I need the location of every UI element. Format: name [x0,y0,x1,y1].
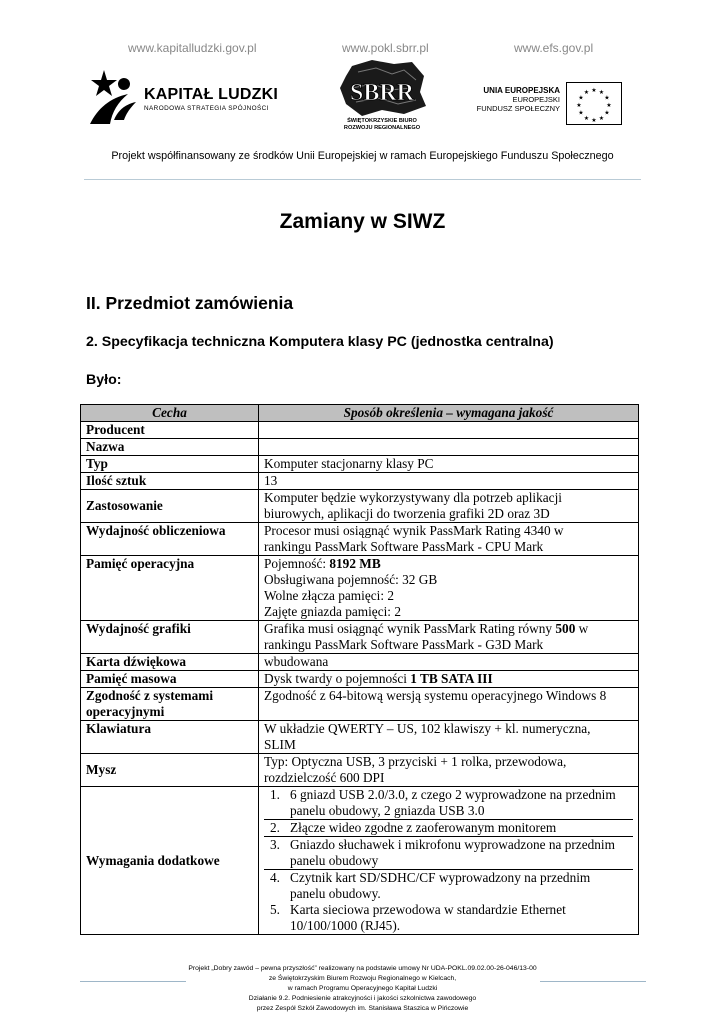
feature-cell: Zastosowanie [81,490,259,523]
footer-line: w ramach Programu Operacyjnego Kapitał Ludzki [287,985,438,992]
svg-text:★: ★ [591,117,597,124]
kapital-ludzki-title: KAPITAŁ LUDZKI [144,86,279,103]
list-item [264,820,633,837]
list-line: Złącze wideo zgodne z zaoferowanym monitorem [290,820,557,835]
value-line: Obsługiwana pojemność: 32 GB [264,572,438,587]
value-cell [259,422,639,439]
value-cell [259,754,639,787]
svg-text:★: ★ [583,115,590,122]
sbrr-caption-line2: ROZWOJU REGIONALNEGO [343,125,421,131]
table-row [81,523,639,556]
table-row [81,671,639,688]
page-title: Zamiany w SIWZ [279,210,446,233]
svg-text:★: ★ [576,102,582,109]
url-pokl-sbrr[interactable]: www.pokl.sbrr.pl [342,41,429,55]
value-line: Typ: Optyczna USB, 3 przyciski + 1 rolka, przewodowa, [264,754,567,769]
swietokrzyskie-map-icon [332,58,432,118]
table-row [81,787,639,935]
value-cell [259,621,639,654]
feature-cell: Mysz [81,754,259,787]
feature-cell: Typ [81,456,259,473]
feature-cell: Wydajność obliczeniowa [81,523,259,556]
eu-flag-icon [566,82,622,125]
value-line: rankingu PassMark Software PassMark - G3D Mark [264,637,544,652]
list-item [264,870,633,902]
value-line: Komputer będzie wykorzystywany dla potrzeb aplikacji [264,490,562,505]
eu-line3: FUNDUSZ SPOŁECZNY [476,104,560,113]
value-text: Dysk twardy o pojemności [264,671,411,686]
sbrr-caption-line1: ŚWIĘTOKRZYSKIE BIURO [347,118,417,124]
feature-cell: Producent [81,422,259,439]
value-cell: wbudowana [259,654,639,671]
svg-text:★: ★ [598,89,605,96]
svg-text:★: ★ [591,87,597,94]
value-cell [259,556,639,621]
table-row [81,621,639,654]
value-line [264,621,633,637]
list-item [264,902,633,934]
list-number: 4. [270,870,280,885]
value-emphasis: 1 TB SATA III [410,671,493,686]
value-line: biurowych, aplikacji do tworzenia grafiki 2D oraz 3D [264,506,550,521]
sbrr-mark: SBRR [349,80,415,106]
before-label: Było: [86,372,122,388]
table-row [81,490,639,523]
svg-text:★: ★ [578,94,584,102]
column-header: Cecha [81,405,259,422]
footer-line: przez Zespół Szkół Zawodowych im. Stanisława Staszica w Pińczowie [256,1005,469,1012]
svg-text:★: ★ [604,109,610,117]
list-item [264,787,633,820]
table-header-row [81,405,639,422]
table-row [81,456,639,473]
value-line: rankingu PassMark Software PassMark - CPU Mark [264,539,544,554]
feature-cell: Pamięć operacyjna [81,556,259,621]
value-emphasis: 8192 MB [329,556,381,571]
value-text: Grafika musi osiągnąć wynik PassMark Rating równy [264,621,556,636]
footer-line: ze Świętokrzyskim Biurem Rozwoju Regionalnego w Kielcach, [268,975,457,982]
value-line: Zajęte gniazda pamięci: 2 [264,604,401,619]
value-cell [259,721,639,754]
feature-line: operacyjnymi [86,704,165,719]
svg-text:★: ★ [606,102,612,109]
table-row [81,439,639,456]
requirements-list [264,787,633,934]
table-row [81,556,639,621]
table-row [81,473,639,490]
feature-cell: Nazwa [81,439,259,456]
kapital-ludzki-logo [88,68,288,128]
value-line [264,556,633,572]
list-line: panelu obudowy, 2 gniazda USB 3.0 [290,803,485,818]
list-item [264,837,633,870]
feature-cell [81,688,259,721]
value-cell [259,490,639,523]
logo-bar [0,58,725,138]
feature-cell: Klawiatura [81,721,259,754]
svg-text:★: ★ [583,89,590,96]
value-line: rozdzielczość 600 DPI [264,770,385,785]
value-cell [259,439,639,456]
value-text: Pojemność: [264,556,330,571]
list-line: 10/100/1000 (RJ45). [290,918,401,933]
subsection-heading: 2. Specyfikacja techniczna Komputera klasy PC (jednostka centralna) [86,334,554,350]
value-cell [259,671,639,688]
value-line: W układzie QWERTY – US, 102 klawiszy + kl. numeryczna, [264,721,591,736]
sbrr-logo [332,58,432,138]
footer [0,964,725,1014]
table-row [81,754,639,787]
feature-cell: Pamięć masowa [81,671,259,688]
url-efs[interactable]: www.efs.gov.pl [514,41,594,55]
feature-line: Zgodność z systemami [86,688,214,703]
list-line: panelu obudowy [290,853,379,868]
feature-cell: Wydajność grafiki [81,621,259,654]
value-line: Wolne złącza pamięci: 2 [264,588,394,603]
url-kapital-ludzki[interactable]: www.kapitalludzki.gov.pl [128,41,257,55]
value-cell: Komputer stacjonarny klasy PC [259,456,639,473]
kapital-ludzki-emblem-icon [88,68,138,126]
column-header: Sposób określenia – wymagana jakość [259,405,639,422]
footer-line: Działanie 9.2. Podniesienie atrakcyjności i jakości szkolnictwa zawodowego [248,995,477,1002]
list-line: Czytnik kart SD/SDHC/CF wyprowadzony na przednim [290,870,591,885]
eu-line1: UNIA EUROPEJSKA [483,86,560,95]
list-number: 1. [270,787,280,802]
table-row [81,721,639,754]
value-cell [259,523,639,556]
value-cell [259,787,639,935]
feature-cell: Wymagania dodatkowe [81,787,259,935]
header-divider [84,179,641,180]
list-number: 3. [270,837,280,852]
list-number: 5. [270,902,280,917]
section-heading: II. Przedmiot zamówienia [86,293,294,313]
table-row [81,654,639,671]
eu-line2: EUROPEJSKI [512,95,560,104]
cofinancing-notice: Projekt współfinansowany ze środków Unii Europejskiej w ramach Europejskiego Funduszu Społecznego [111,150,614,162]
header-urls [0,41,725,57]
table-row [81,422,639,439]
list-line: 6 gniazd USB 2.0/3.0, z czego 2 wyprowadzone na przednim [290,787,616,802]
value-line: Procesor musi osiągnąć wynik PassMark Rating 4340 w [264,523,564,538]
value-cell: Zgodność z 64-bitową wersją systemu operacyjnego Windows 8 [259,688,639,721]
svg-text:★: ★ [604,94,610,102]
list-line: Gniazdo słuchawek i mikrofonu wyprowadzone na przednim [290,837,615,852]
value-emphasis: 500 [555,621,576,636]
table-row [81,688,639,721]
svg-text:★: ★ [578,109,584,117]
footer-line: Projekt „Dobry zawód – pewna przyszłość” realizowany na podstawie umowy Nr UDA-POKL.09.02.00-26-046/13-00 [188,965,537,972]
list-number: 2. [270,820,280,835]
value-line: SLIM [264,737,296,752]
kapital-ludzki-subtitle: NARODOWA STRATEGIA SPÓJNOŚCI [144,105,269,112]
feature-cell: Ilość sztuk [81,473,259,490]
eu-logo [470,78,630,128]
spec-table [80,404,639,935]
feature-cell: Karta dźwiękowa [81,654,259,671]
list-line: panelu obudowy. [290,886,381,901]
value-text: w [575,621,589,636]
list-line: Karta sieciowa przewodowa w standardzie Ethernet [290,902,566,917]
svg-text:★: ★ [598,115,605,122]
value-cell: 13 [259,473,639,490]
